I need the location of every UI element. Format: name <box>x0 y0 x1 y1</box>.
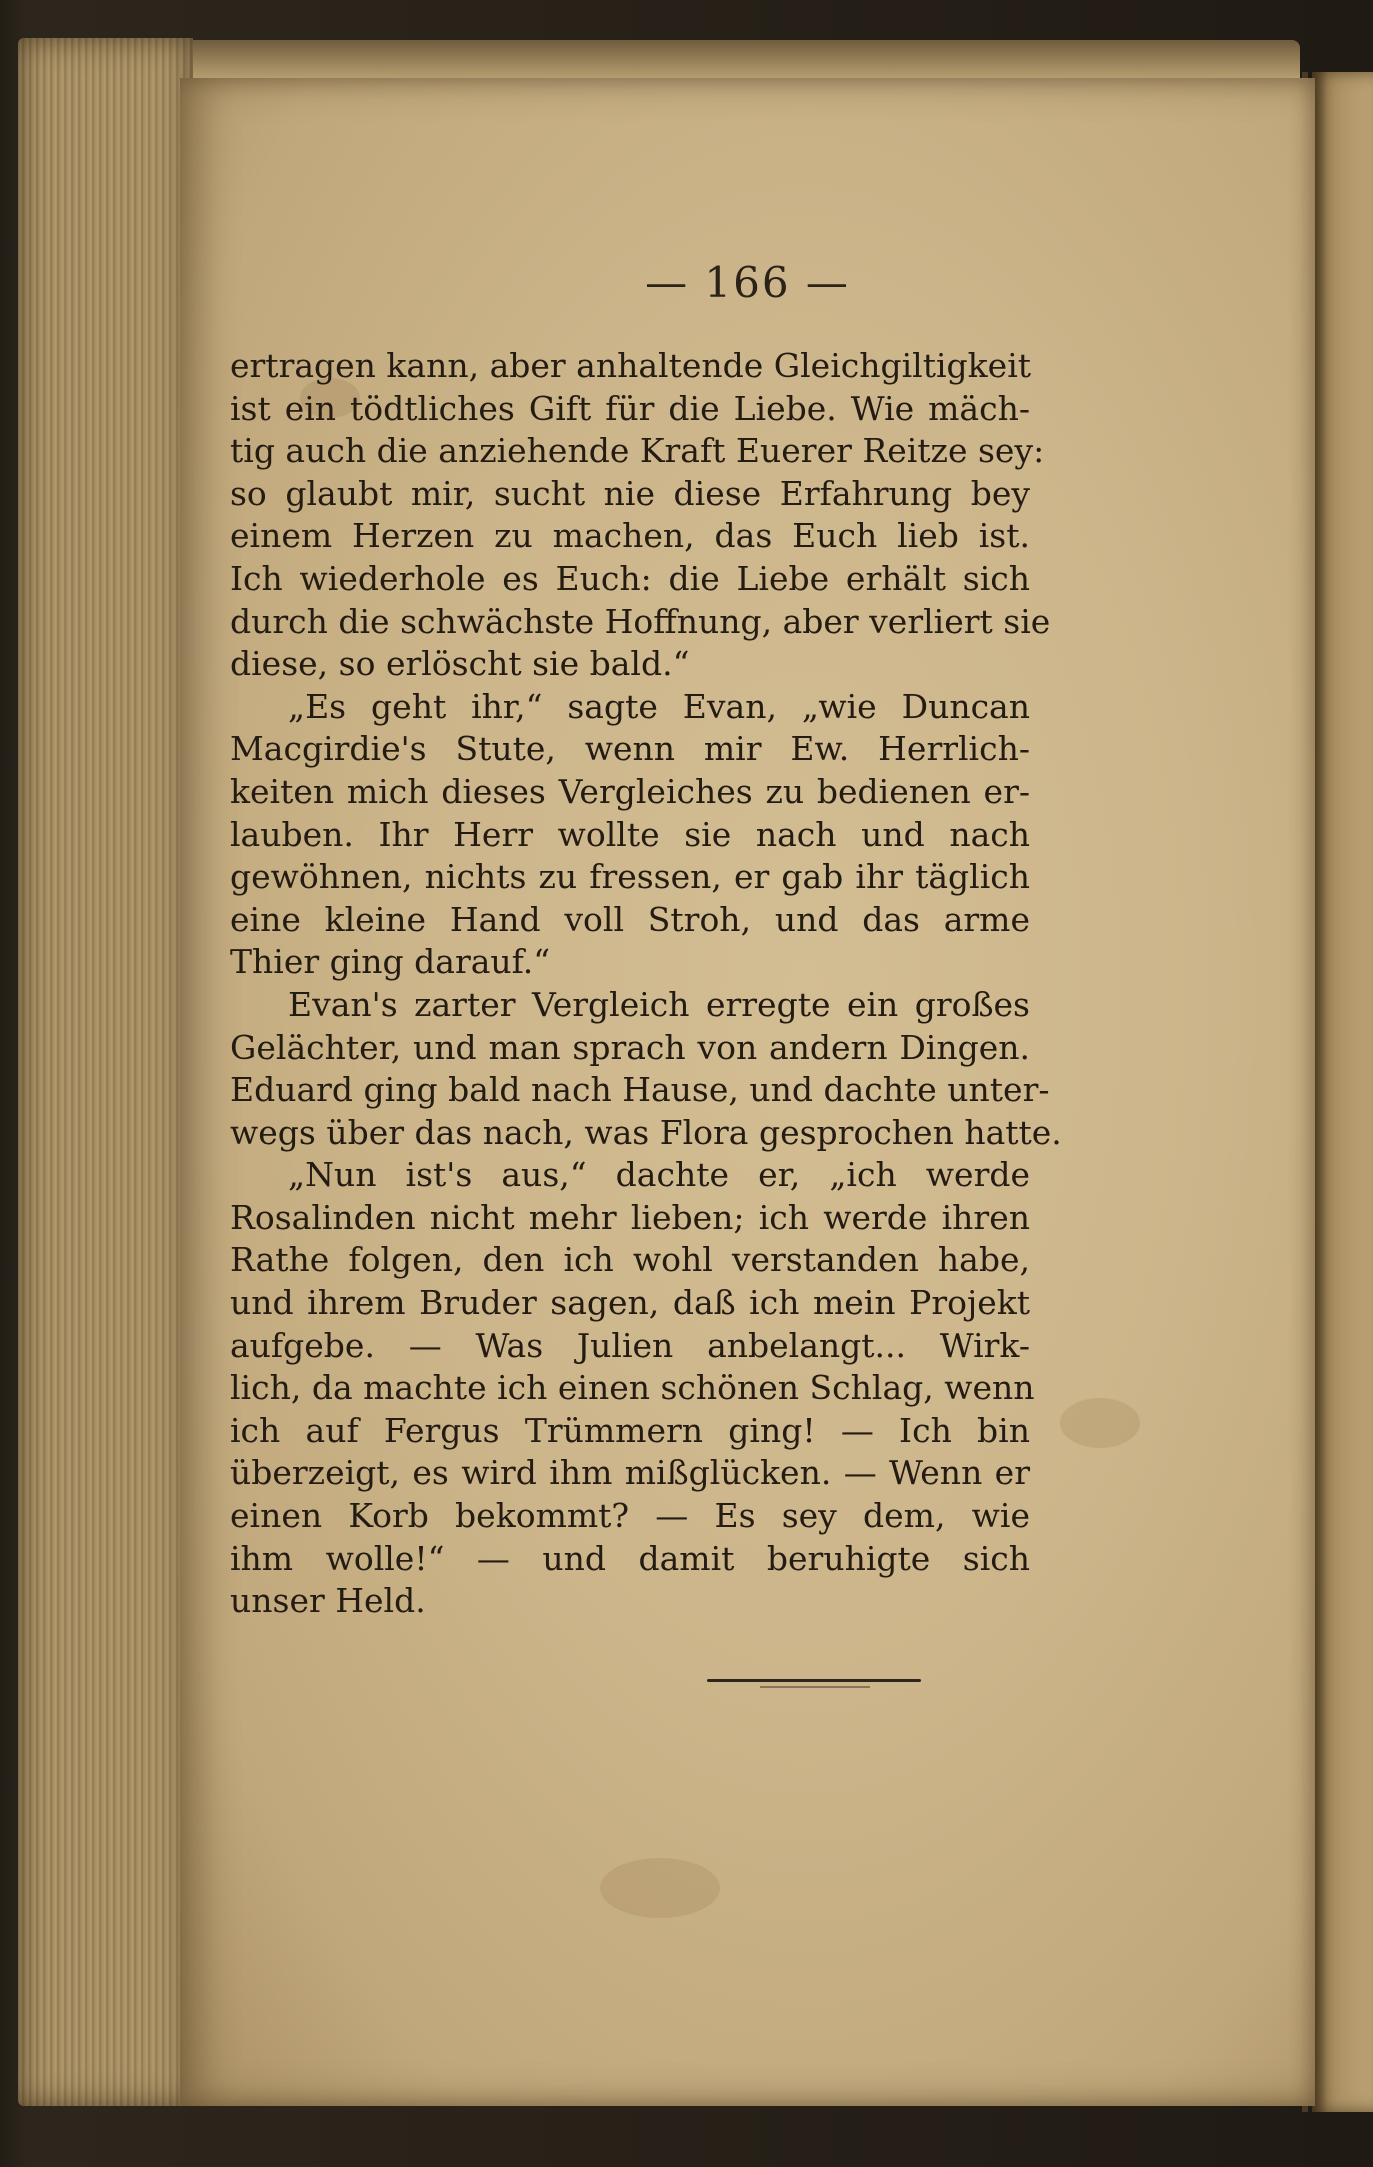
text-line: Evan's zarter Vergleich erregte ein großes <box>288 984 1030 1024</box>
text-line: „Es geht ihr,“ sagte Evan, „wie Duncan <box>288 686 1030 726</box>
text-line: diese, so erlöscht sie bald.“ <box>230 644 690 684</box>
text-line: überzeigt, es wird ihm mißglücken. — Wenn er <box>230 1453 1030 1493</box>
book-page-edges <box>18 38 193 2106</box>
chapter-end-rule-shadow <box>760 1686 870 1688</box>
facing-page-edge <box>1312 72 1373 2112</box>
text-line: ertragen kann, aber anhaltende Gleichgiltigkeit <box>230 346 1032 385</box>
text-line: keiten mich dieses Vergleiches zu bedienen er- <box>230 771 1030 811</box>
text-line: Rathe folgen, den ich wohl verstanden habe, <box>230 1240 1030 1280</box>
text-line: aufgebe. — Was Julien anbelangt... Wirk- <box>230 1325 1030 1365</box>
text-line: „Nun ist's aus,“ dachte er, „ich werde <box>288 1155 1030 1195</box>
text-line: ist ein tödtliches Gift für die Liebe. Wie mäch- <box>230 388 1030 428</box>
text-line: Eduard ging bald nach Hause, und dachte unter- <box>230 1070 1050 1110</box>
foxing-stain <box>600 1858 720 1918</box>
text-line: so glaubt mir, sucht nie diese Erfahrung bey <box>230 473 1030 513</box>
text-line: und ihrem Bruder sagen, daß ich mein Projekt <box>230 1283 1030 1323</box>
text-line: Gelächter, und man sprach von andern Dingen. <box>230 1027 1030 1067</box>
text-line: unser Held. <box>230 1581 426 1621</box>
text-line: Ich wiederhole es Euch: die Liebe erhält sich <box>230 558 1030 598</box>
text-line: eine kleine Hand voll Stroh, und das arme <box>230 899 1030 939</box>
page-body-text <box>230 345 1062 1623</box>
text-line: wegs über das nach, was Flora gesprochen hatte. <box>230 1112 1062 1152</box>
text-line: Thier ging darauf.“ <box>230 942 551 982</box>
text-line: tig auch die anziehende Kraft Euerer Reitze sey: <box>230 431 1045 471</box>
text-line: lich, da machte ich einen schönen Schlag, wenn <box>230 1368 1035 1408</box>
text-line: ich auf Fergus Trümmern ging! — Ich bin <box>230 1410 1030 1450</box>
text-line: Rosalinden nicht mehr lieben; ich werde ihren <box>230 1197 1030 1237</box>
text-line: einen Korb bekommt? — Es sey dem, wie <box>230 1496 1030 1536</box>
text-line: durch die schwächste Hoffnung, aber verliert sie <box>230 601 1051 641</box>
text-line: Macgirdie's Stute, wenn mir Ew. Herrlich- <box>230 729 1030 769</box>
text-line: ihm wolle!“ — und damit beruhigte sich <box>230 1538 1030 1578</box>
chapter-end-rule <box>707 1679 921 1682</box>
text-line: lauben. Ihr Herr wollte sie nach und nach <box>230 814 1030 854</box>
book-top-edge <box>40 40 1300 80</box>
foxing-stain <box>1060 1398 1140 1448</box>
text-line: gewöhnen, nichts zu fressen, er gab ihr täglich <box>230 857 1030 897</box>
page-number: — 166 — <box>645 258 850 307</box>
text-line: einem Herzen zu machen, das Euch lieb ist. <box>230 516 1030 556</box>
